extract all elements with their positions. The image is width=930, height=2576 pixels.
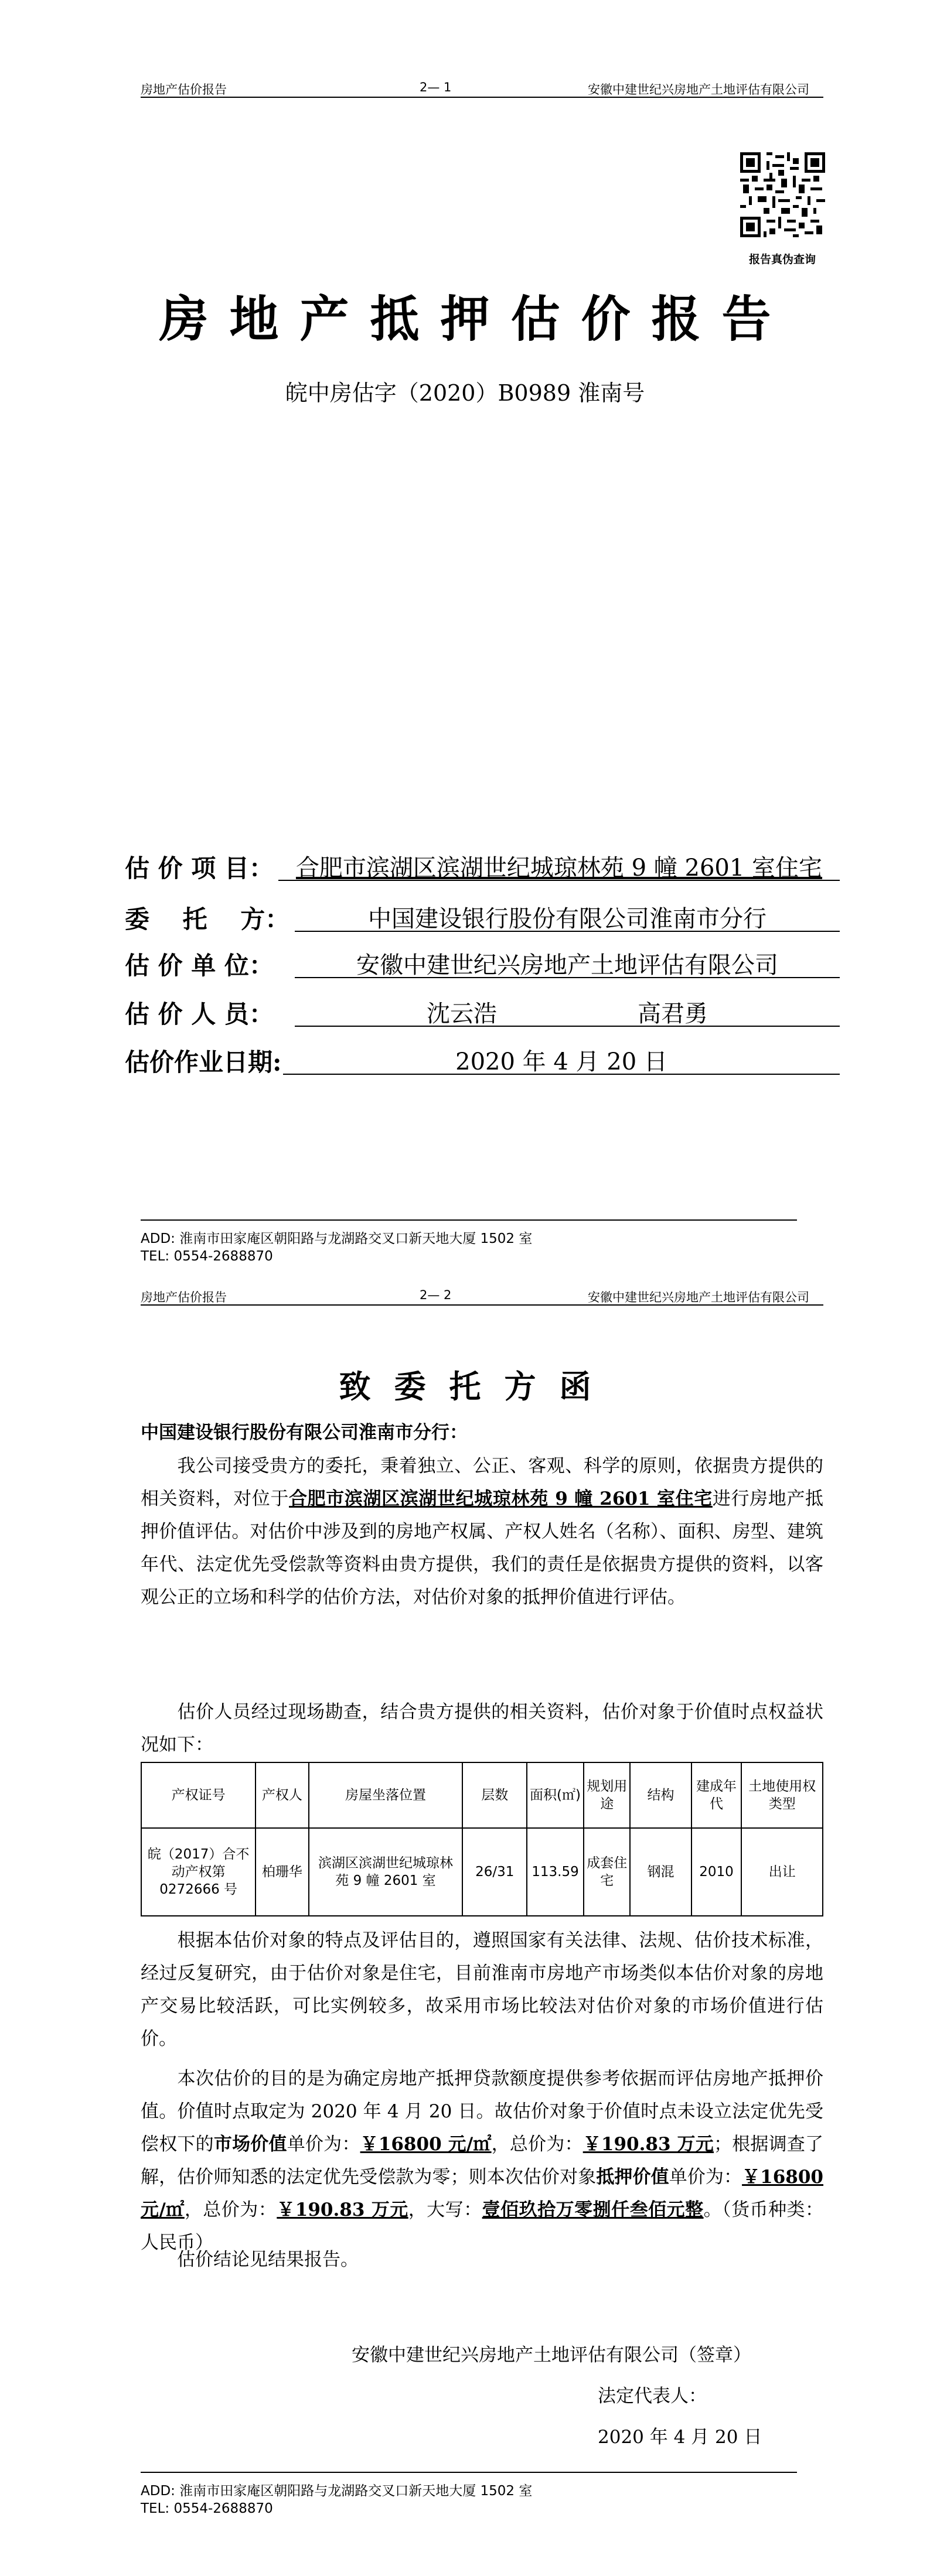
footer-address: ADD: 淮南市田家庵区朝阳路与龙湖路交叉口新天地大厦 1502 室: [141, 1231, 533, 1246]
client-label: 委 托 方：: [125, 905, 290, 934]
property-table: [141, 1762, 823, 1916]
header-page-number: 2— 2: [420, 1288, 452, 1302]
footer-rule: [141, 2472, 797, 2473]
p4-text-g: ；根据调查了解，估价师知悉的法定优先受偿款为零；则本次估价对象: [141, 2134, 824, 2188]
table-header-row: [141, 1762, 823, 1828]
header-report-type: 房地产估价报告: [141, 1290, 227, 1304]
th-built-year: 建成年代: [691, 1762, 742, 1828]
appraisers-label: 估 价 人 员：: [125, 1000, 274, 1029]
th-cert-no: 产权证号: [141, 1762, 256, 1828]
footer-address: ADD: 淮南市田家庵区朝阳路与龙湖路交叉口新天地大厦 1502 室: [141, 2483, 533, 2499]
signature-legal-rep: 法定代表人：: [598, 2386, 707, 2407]
signature-company: 安徽中建世纪兴房地产土地评估有限公司（签章）: [352, 2345, 751, 2366]
td-floors: 26/31: [462, 1828, 526, 1916]
p4-amount-in-words: 壹佰玖拾万零捌仟叁佰元整: [482, 2199, 704, 2220]
signature-date: 2020 年 4 月 20 日: [598, 2427, 762, 2448]
td-built-year: 2010: [691, 1828, 742, 1916]
p4-text-m: ，大写：: [408, 2199, 482, 2220]
p4-text-a: 本次估价的目的是为确定房地产抵押贷款额度提供参考依据而评估房地产抵押价值。价值时点取定为 2020 年 4 月 20 日。故估价对象于价值时点未设立法定优先受偿权下的: [141, 2068, 823, 2155]
qr-code-icon[interactable]: [740, 152, 825, 237]
td-area: 113.59: [527, 1828, 584, 1916]
cover-page: [0, 0, 930, 1274]
footer-tel: TEL: 0554-2688870: [141, 1249, 273, 1264]
page-footer: [141, 2472, 797, 2516]
p4-text-e: ，总价为：: [491, 2134, 583, 2155]
info-row-appraisers: [125, 995, 840, 1028]
td-location: 滨湖区滨湖世纪城琼林苑 9 幢 2601 室: [309, 1828, 463, 1916]
client-value: 中国建设银行股份有限公司淮南市分行: [295, 900, 840, 932]
qr-caption: 报告真伪查询: [748, 253, 816, 266]
work-date-label: 估价作业日期:: [125, 1048, 282, 1077]
footer-rule: [141, 1219, 797, 1221]
report-number: 皖中房估字（2020）B0989 淮南号: [285, 380, 645, 406]
p4-text-c: 单价为：: [287, 2134, 360, 2155]
paragraph-commission: [141, 1450, 823, 1614]
table-row: [141, 1828, 823, 1916]
report-title: 房地产抵押估价报告: [159, 290, 792, 348]
p4-market-total: ￥190.83 万元: [582, 2134, 714, 2155]
th-area: 面积(㎡): [527, 1762, 584, 1828]
p4-market-value-label: 市场价值: [213, 2134, 287, 2155]
header-company: 安徽中建世纪兴房地产土地评估有限公司: [588, 1290, 809, 1304]
td-cert-no: 皖（2017）合不动产权第 0272666 号: [141, 1828, 256, 1916]
header-company: 安徽中建世纪兴房地产土地评估有限公司: [588, 83, 809, 97]
td-usage: 成套住宅: [584, 1828, 630, 1916]
letter-page: [0, 1274, 930, 2576]
info-row-appraiser-company: [125, 947, 840, 979]
th-land-type: 土地使用权类型: [741, 1762, 823, 1828]
paragraph-conclusion: [141, 2062, 823, 2259]
running-header: [141, 78, 823, 98]
info-row-date: [125, 1043, 840, 1076]
appraiser-company-label: 估 价 单 位：: [125, 951, 274, 980]
project-label: 估 价 项 目：: [125, 854, 274, 883]
p4-mortgage-value-label: 抵押价值: [596, 2167, 669, 2188]
th-location: 房屋坐落位置: [309, 1762, 463, 1828]
p5-text: 估价结论见结果报告。: [177, 2249, 359, 2270]
td-land-type: 出让: [741, 1828, 823, 1916]
letter-title: 致委托方函: [339, 1368, 615, 1405]
footer-tel: TEL: 0554-2688870: [141, 2501, 273, 2516]
p4-mortgage-unit-price: ￥16800 元/㎡: [141, 2167, 824, 2220]
p4-market-unit-price: ￥16800 元/㎡: [360, 2134, 492, 2155]
p1-property-address: 合肥市滨湖区滨湖世纪城琼林苑 9 幢 2601 室住宅: [289, 1488, 713, 1509]
page-footer: [141, 1219, 797, 1264]
running-header: [141, 1286, 823, 1306]
th-structure: 结构: [630, 1762, 691, 1828]
p1-text-c: 进行房地产抵押价值评估。对估价中涉及到的房地产权属、产权人姓名（名称）、面积、房型、建筑年代、法定优先受偿款等资料由贵方提供，我们的责任是依据贵方提供的资料，以客观公正的立场和科学的估价方法，对估价对象的抵押价值进行评估。: [141, 1488, 823, 1608]
appraisers-value: 沈云浩 高君勇: [295, 995, 840, 1027]
th-owner: 产权人: [256, 1762, 308, 1828]
td-structure: 钢混: [630, 1828, 691, 1916]
paragraph-method: [141, 1924, 823, 2055]
header-page-number: 2— 1: [420, 80, 452, 94]
header-report-type: 房地产估价报告: [141, 83, 227, 97]
p4-text-i: 单价为：: [669, 2167, 742, 2188]
work-date-value: 2020 年 4 月 20 日: [283, 1043, 840, 1075]
info-row-project: [125, 849, 840, 882]
th-floors: 层数: [462, 1762, 526, 1828]
letter-addressee: 中国建设银行股份有限公司淮南市分行：: [141, 1422, 468, 1443]
paragraph-survey: [141, 1696, 823, 1761]
p3-text: 根据本估价对象的特点及评估目的，遵照国家有关法律、法规、估价技术标准，经过反复研究，由于估价对象是住宅，目前淮南市房地产市场类似本估价对象的房地产交易比较活跃，可比实例较多，故采用市场比较法对估价对象的市场价值进行估价。: [141, 1930, 823, 2049]
p4-text-k: ，总价为：: [184, 2199, 277, 2220]
info-row-client: [125, 900, 840, 933]
paragraph-see-result: [141, 2243, 823, 2276]
appraiser-company-value: 安徽中建世纪兴房地产土地评估有限公司: [295, 947, 840, 978]
th-usage: 规划用途: [584, 1762, 630, 1828]
td-owner: 柏珊华: [256, 1828, 308, 1916]
p2-text: 估价人员经过现场勘查，结合贵方提供的相关资料，估价对象于价值时点权益状况如下：: [141, 1702, 823, 1755]
p1-text-a: 我公司接受贵方的委托，秉着独立、公正、客观、科学的原则，依据贵方提供的相关资料，对位于: [141, 1456, 823, 1509]
p4-mortgage-total: ￥190.83 万元: [277, 2199, 408, 2220]
project-value: 合肥市滨湖区滨湖世纪城琼林苑 9 幢 2601 室住宅: [278, 849, 840, 881]
p4-text-o: 。（货币种类：人民币）: [141, 2199, 824, 2253]
